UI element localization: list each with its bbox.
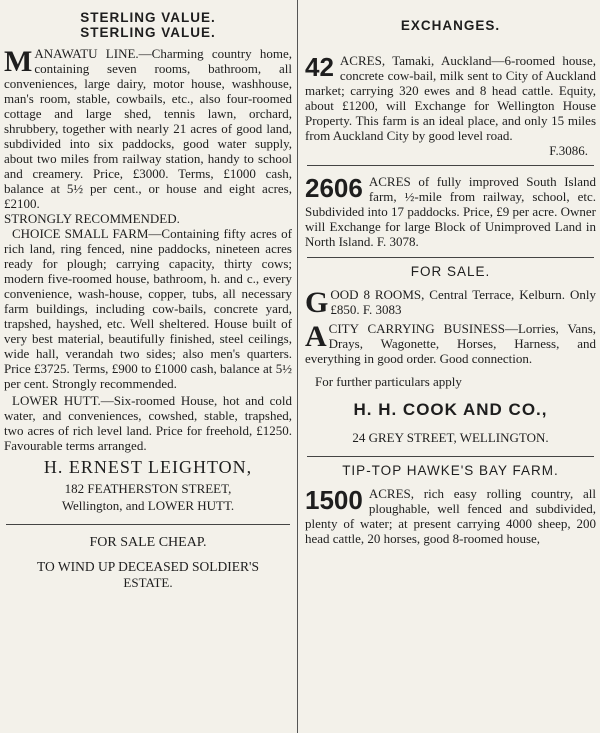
number-1500: 1500 [305, 485, 363, 515]
ad-hawkes-bay-farm [305, 486, 596, 546]
heading-for-sale-cheap: FOR SALE CHEAP. [89, 535, 207, 550]
number-42: 42 [305, 52, 334, 82]
ad-manawatu-text: ANAWATU LINE.—Charming country home, containing seven rooms, bathroom, all conveniences, large dairy, motor house, washhouse, man's room, stable, cowbails, etc., also four-roomed cottage and large shed, tennis lawn, orchard, shrubbery, together with nearly 21 acres of good land, subdivided into six paddocks, good water supply, about two miles from railway station, handy to school and creamery. Price, £3000. Terms, £1000 cash, balance at 5½ per cent., or house and eight acres, £2100. [4, 46, 292, 211]
right-column [301, 0, 600, 733]
agent-address: 182 FEATHERSTON STREET, [64, 481, 232, 496]
ad-choice-small-farm: CHOICE SMALL FARM—Containing fifty acres of rich land, ring fenced, nine paddocks, nineteen acres ready for plough; carrying capacity, thirty cows; modern five-roomed house, bathroom, h. and c., every convenience, wash-house, copper, tubs, all necessary farm buildings, including cow-bails, concrete yard, trapshed, hayshed, etc. Well sheltered. House built of very best material, beautifully finished, steel ceilings, wide hall, verandah two sides; also men's quarters. Price £3725. Terms, £900 to £1000 cash, balance at 5½ per cent. Strongly recommended. [4, 226, 292, 391]
heading-sterling-value-repeat: STERLING VALUE. [80, 25, 216, 40]
ad-tamaki [305, 53, 596, 143]
ref-f3086: F.3086. [549, 143, 588, 158]
dropcap-g: G [305, 286, 329, 319]
heading-for-sale: FOR SALE. [410, 264, 491, 279]
ad-good-8-rooms [305, 287, 596, 317]
ad-city-carrying [305, 321, 596, 366]
divider [307, 456, 594, 457]
ad-south-island-text: ACRES of fully improved South Island farm, ½-mile from railway, school, etc. Subdivided into 17 paddocks. Price, £9 per acre. Owner will Exchange for large Block of Unimproved Land in North Island. F. 3078. [305, 174, 596, 249]
estate-line: ESTATE. [123, 575, 173, 590]
ad-lower-hutt: LOWER HUTT.—Six-roomed House, hot and cold water, and conveniences, cowshed, stable, trapshed, two acres of rich level land. Price for freehold, £1250. Favourable terms arranged. [4, 393, 292, 453]
heading-exchanges: EXCHANGES. [400, 18, 501, 33]
ad-south-island [305, 174, 596, 249]
ad-tamaki-text: ACRES, Tamaki, Auckland—6-roomed house, concrete cow-bail, milk sent to City of Auckland market; carrying 320 ewes and 8 head cattle. Equity, about £1200, will Exchange for Wellington House Property. This farm is an ideal place, and only 15 miles from Auckland City by good level road. [305, 53, 596, 143]
company-address: 24 GREY STREET, WELLINGTON. [352, 430, 549, 445]
strongly-recommended: STRONGLY RECOMMENDED. [4, 211, 180, 226]
agent-town: Wellington, and LOWER HUTT. [61, 498, 235, 513]
company-name: H. H. COOK AND CO., [353, 400, 548, 419]
ad-hawkes-bay-text: ACRES, rich easy rolling country, all ploughable, well fenced and subdivided, plenty of water; at present carrying 4000 sheep, 200 head cattle, 20 horses, good 8-roomed house, [305, 486, 596, 546]
agent-name: H. ERNEST LEIGHTON, [43, 457, 253, 477]
ad-manawatu-line [4, 46, 292, 211]
dropcap-a: A [305, 320, 327, 353]
column-divider [297, 0, 298, 733]
divider [307, 257, 594, 258]
dropcap-m: M [4, 45, 33, 78]
divider [6, 524, 290, 525]
wind-up-line: TO WIND UP DECEASED SOLDIER'S [37, 559, 259, 574]
ad-good-8-rooms-text: OOD 8 ROOMS, Central Terrace, Kelburn. Only £850. F. 3083 [330, 287, 596, 317]
apply-line: For further particulars apply [315, 374, 462, 389]
ad-city-carrying-text: CITY CARRYING BUSINESS—Lorries, Vans, Drays, Wagonette, Horses, Harness, and everything in good order. Good connection. [305, 321, 596, 366]
number-2606: 2606 [305, 173, 363, 203]
divider [307, 165, 594, 166]
heading-sterling-value: STERLING VALUE. [80, 10, 216, 25]
left-column [0, 0, 296, 733]
heading-tiptop-hawkes-bay: TIP-TOP HAWKE'S BAY FARM. [342, 463, 559, 478]
